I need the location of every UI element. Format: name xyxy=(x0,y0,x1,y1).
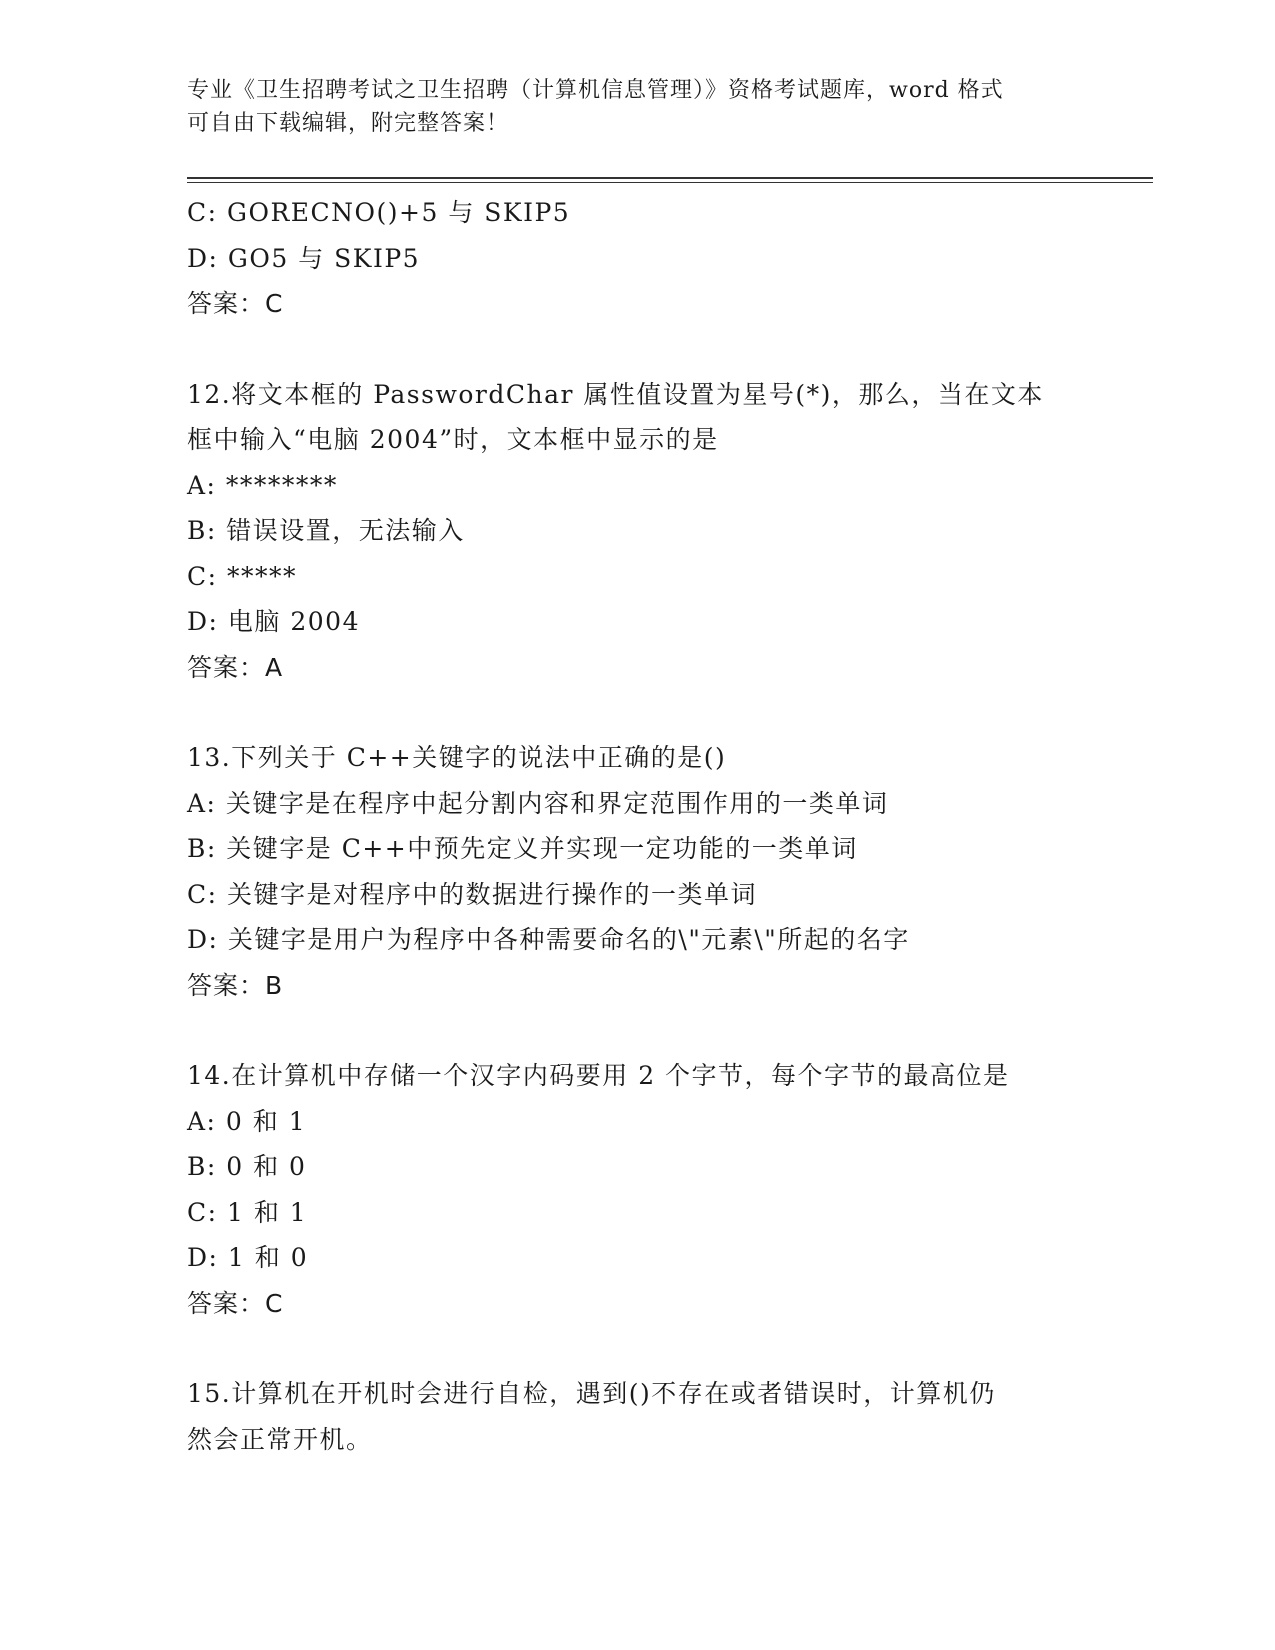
option-a: A: ******** xyxy=(187,470,338,500)
question-stem-line: 12.将文本框的 PasswordChar 属性值设置为星号(*)，那么，当在文本 xyxy=(187,379,1044,409)
option-c: C: ***** xyxy=(187,561,297,591)
question-14 xyxy=(187,1053,1087,1326)
header-divider-thin xyxy=(187,182,1153,183)
answer-line: 答案：C xyxy=(187,1288,284,1318)
option-d: D: 电脑 2004 xyxy=(187,607,360,636)
option-c: C: 关键字是对程序中的数据进行操作的一类单词 xyxy=(187,879,757,909)
answer-line: 答案：A xyxy=(187,652,284,682)
option-c: C: 1 和 1 xyxy=(187,1197,308,1227)
header-title-line-2: 可自由下载编辑，附完整答案！ xyxy=(187,111,510,136)
question-list xyxy=(187,190,1087,1462)
question-stem-line: 15.计算机在开机时会进行自检，遇到()不存在或者错误时，计算机仍 xyxy=(187,1379,996,1408)
question-stem-line: 14.在计算机中存储一个汉字内码要用 2 个字节，每个字节的最高位是 xyxy=(187,1061,1010,1090)
option-a: A: 0 和 1 xyxy=(187,1106,307,1136)
question-15 xyxy=(187,1371,1087,1462)
question-11-continued xyxy=(187,190,1087,327)
option-d: D: GO5 与 SKIP5 xyxy=(187,243,421,273)
header-title-line-1: 专业《卫生招聘考试之卫生招聘（计算机信息管理）》资格考试题库，word 格式 xyxy=(187,78,1004,103)
question-stem-line: 然会正常开机。 xyxy=(187,1424,373,1454)
question-stem-line: 框中输入“电脑 2004”时，文本框中显示的是 xyxy=(187,425,719,454)
option-b: B: 关键字是 C++中预先定义并实现一定功能的一类单词 xyxy=(187,834,858,863)
option-d: D: 1 和 0 xyxy=(187,1243,309,1272)
document-header xyxy=(187,74,1067,140)
option-a: A: 关键字是在程序中起分割内容和界定范围作用的一类单词 xyxy=(187,788,889,818)
question-stem-line: 13.下列关于 C++关键字的说法中正确的是() xyxy=(187,743,727,772)
option-b: B: 错误设置，无法输入 xyxy=(187,516,465,545)
option-d: D: 关键字是用户为程序中各种需要命名的\"元素\"所起的名字 xyxy=(187,925,910,954)
question-13 xyxy=(187,735,1087,1008)
option-b: B: 0 和 0 xyxy=(187,1152,307,1181)
answer-line: 答案：C xyxy=(187,289,284,318)
answer-line: 答案：B xyxy=(187,970,284,1000)
option-c: C: GORECNO()+5 与 SKIP5 xyxy=(187,198,571,227)
header-divider xyxy=(187,177,1153,179)
question-12 xyxy=(187,372,1087,691)
